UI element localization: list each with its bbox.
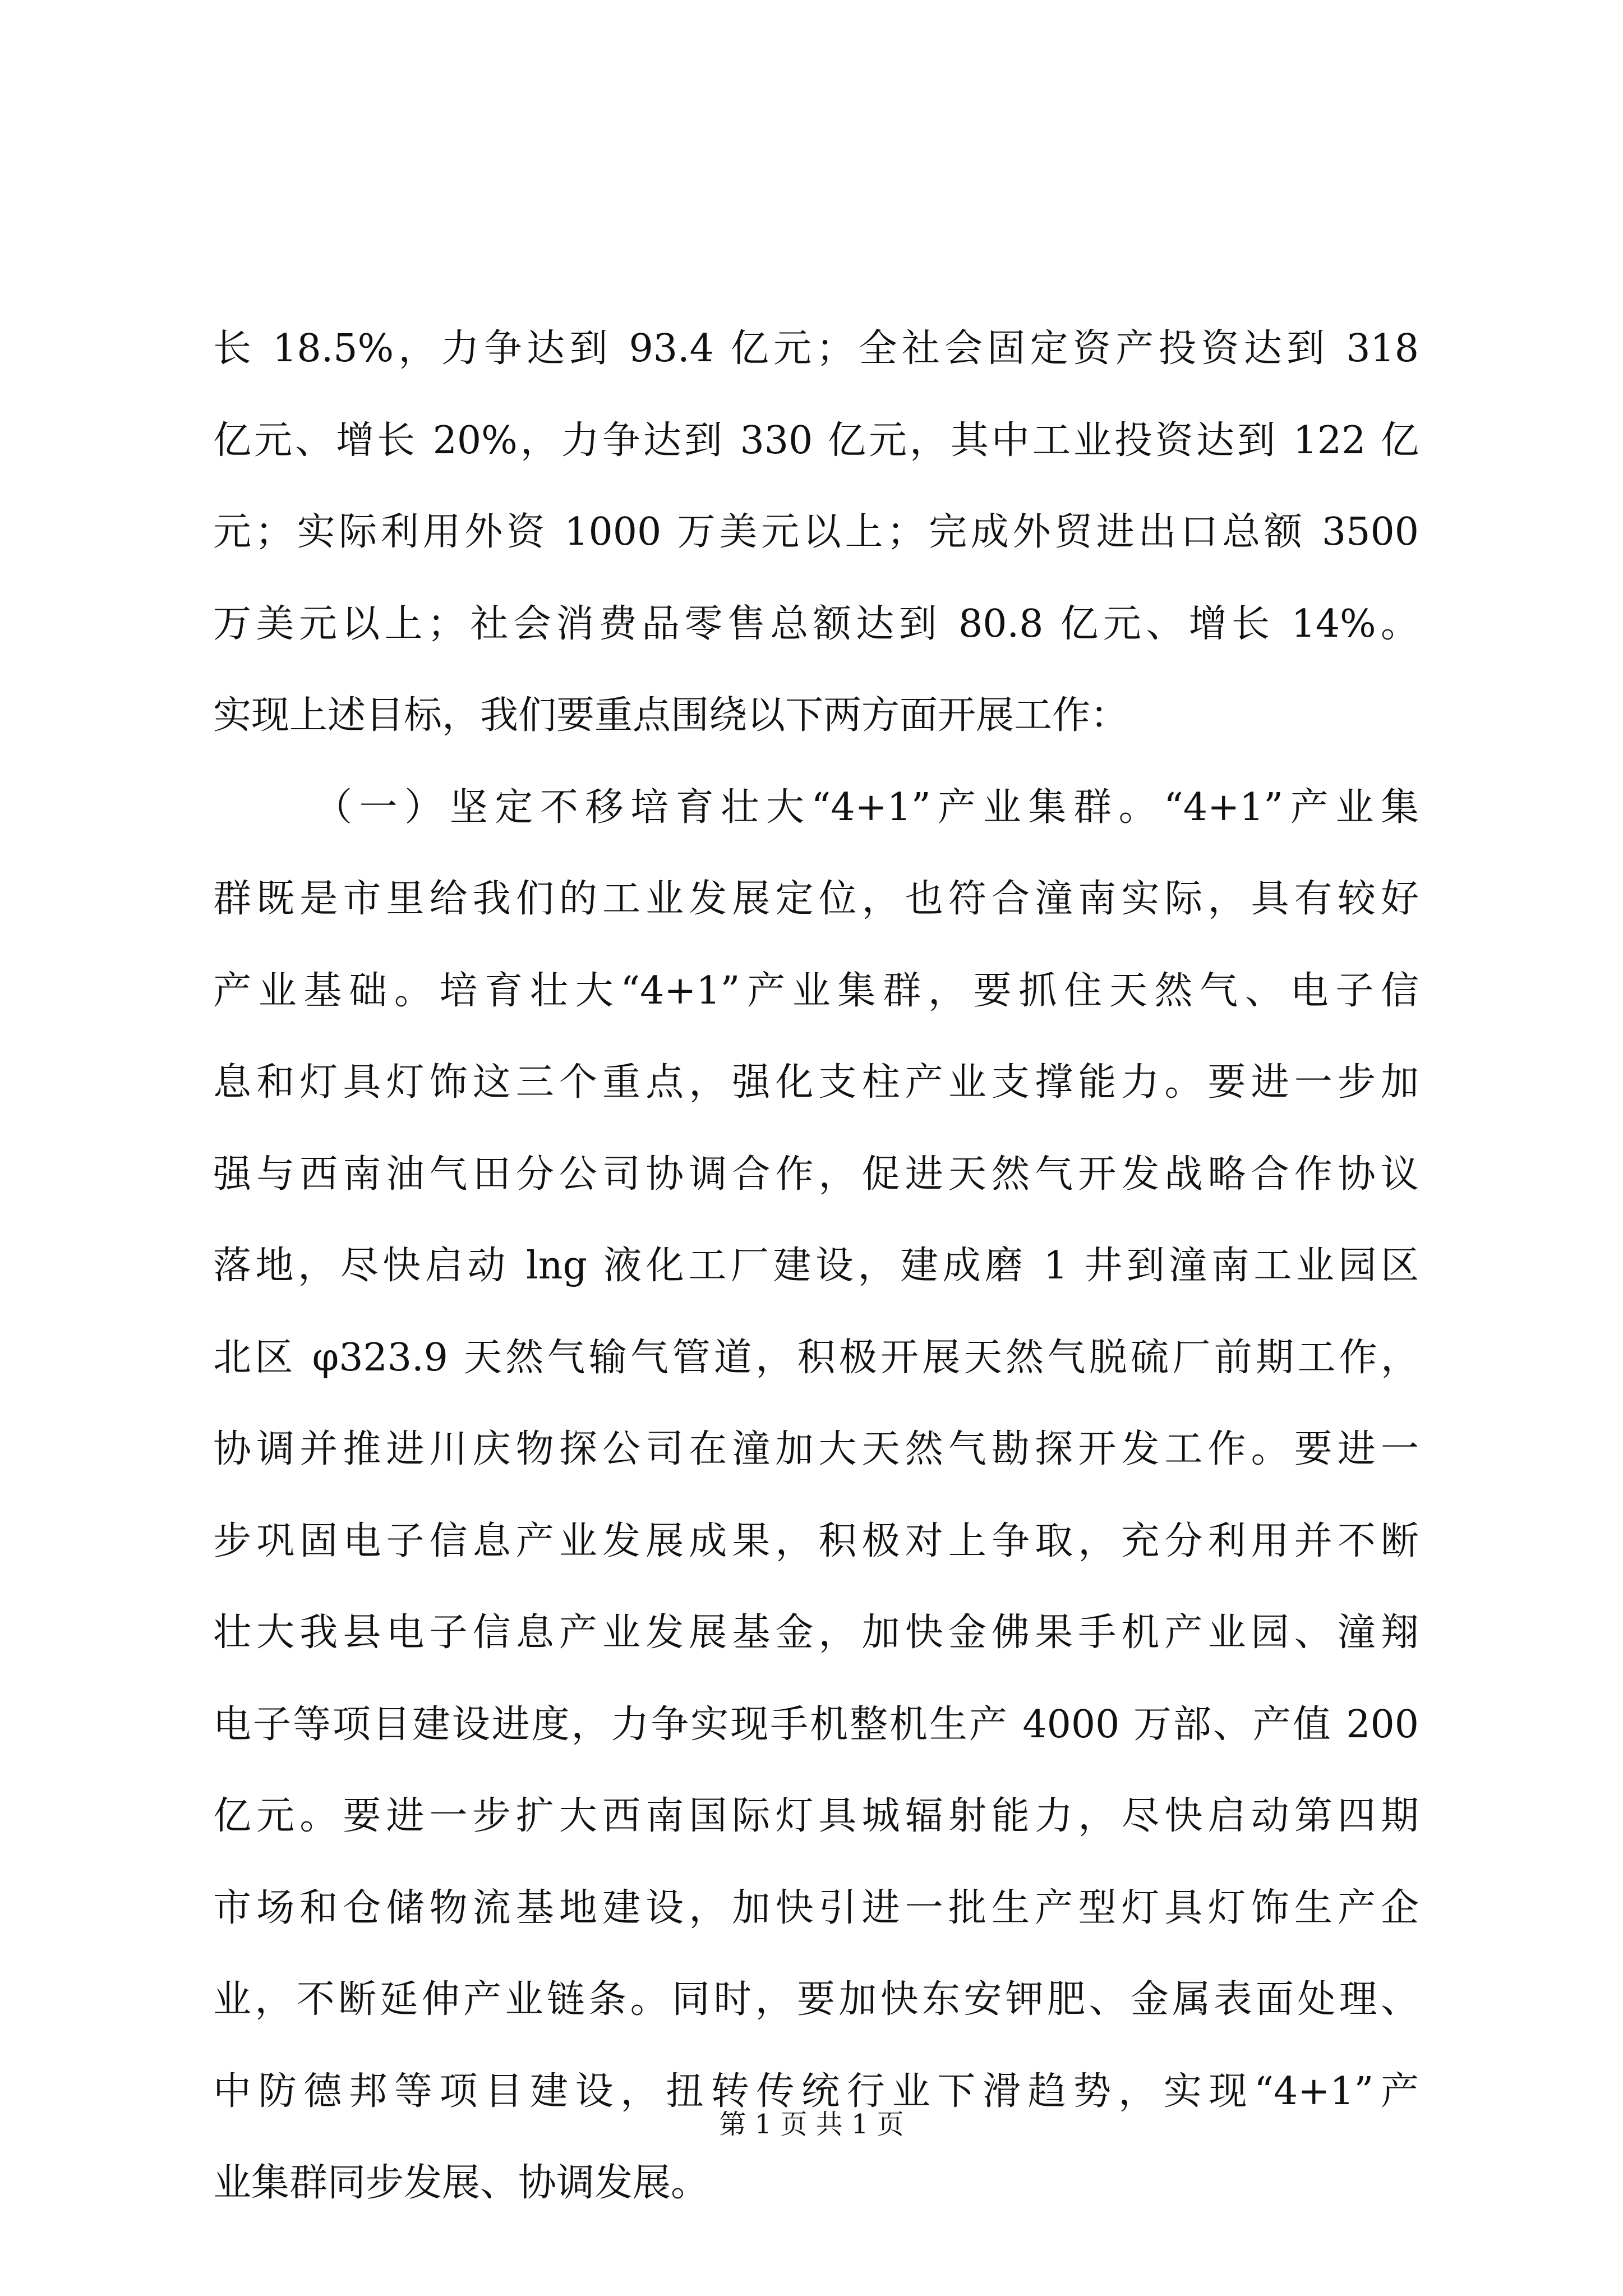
text-line: 群既是市里给我们的工业发展定位，也符合潼南实际，具有较好 [213,877,1419,921]
text-line: 元；实际利用外资 1000 万美元以上；完成外贸进出口总额 3500 [213,510,1419,554]
text-line: 壮大我县电子信息产业发展基金，加快金佛果手机产业园、潼翔 [213,1611,1419,1655]
text-line: 市场和仓储物流基地建设，加快引进一批生产型灯具灯饰生产企 [213,1885,1419,1930]
text-line: （一）坚定不移培育壮大“4+1”产业集群。“4+1”产业集 [314,785,1419,830]
text-line: 业，不断延伸产业链条。同时，要加快东安钾肥、金属表面处理、 [213,1977,1419,2022]
text-line: 实现上述目标，我们要重点围绕以下两方面开展工作： [213,693,1129,738]
text-line: 亿元。要进一步扩大西南国际灯具城辐射能力，尽快启动第四期 [213,1794,1419,1838]
text-line: 电子等项目建设进度，力争实现手机整机生产 4000 万部、产值 200 [213,1702,1419,1747]
text-line: 业集群同步发展、协调发展。 [213,2161,709,2205]
text-line: 中防德邦等项目建设，扭转传统行业下滑趋势，实现“4+1”产 [213,2069,1419,2114]
text-line: 步巩固电子信息产业发展成果，积极对上争取，充分利用并不断 [213,1519,1419,1563]
document-body [213,303,1419,2229]
page-number-footer: 第 1 页 共 1 页 [719,2109,904,2140]
text-line: 强与西南油气田分公司协调合作，促进天然气开发战略合作协议 [213,1152,1419,1197]
text-line: 产业基础。培育壮大“4+1”产业集群，要抓住天然气、电子信 [213,968,1419,1013]
text-line: 息和灯具灯饰这三个重点，强化支柱产业支撑能力。要进一步加 [213,1060,1419,1105]
text-line: 北区 φ323.9 天然气输气管道，积极开展天然气脱硫厂前期工作， [213,1335,1419,1380]
text-line: 长 18.5%，力争达到 93.4 亿元；全社会固定资产投资达到 318 [213,326,1419,371]
text-line: 万美元以上；社会消费品零售总额达到 80.8 亿元、增长 14%。 [213,601,1419,646]
text-line: 协调并推进川庆物探公司在潼加大天然气勘探开发工作。要进一 [213,1427,1419,1471]
text-line: 落地，尽快启动 lng 液化工厂建设，建成磨 1 井到潼南工业园区 [213,1244,1419,1288]
text-line: 亿元、增长 20%，力争达到 330 亿元，其中工业投资达到 122 亿 [213,418,1419,463]
